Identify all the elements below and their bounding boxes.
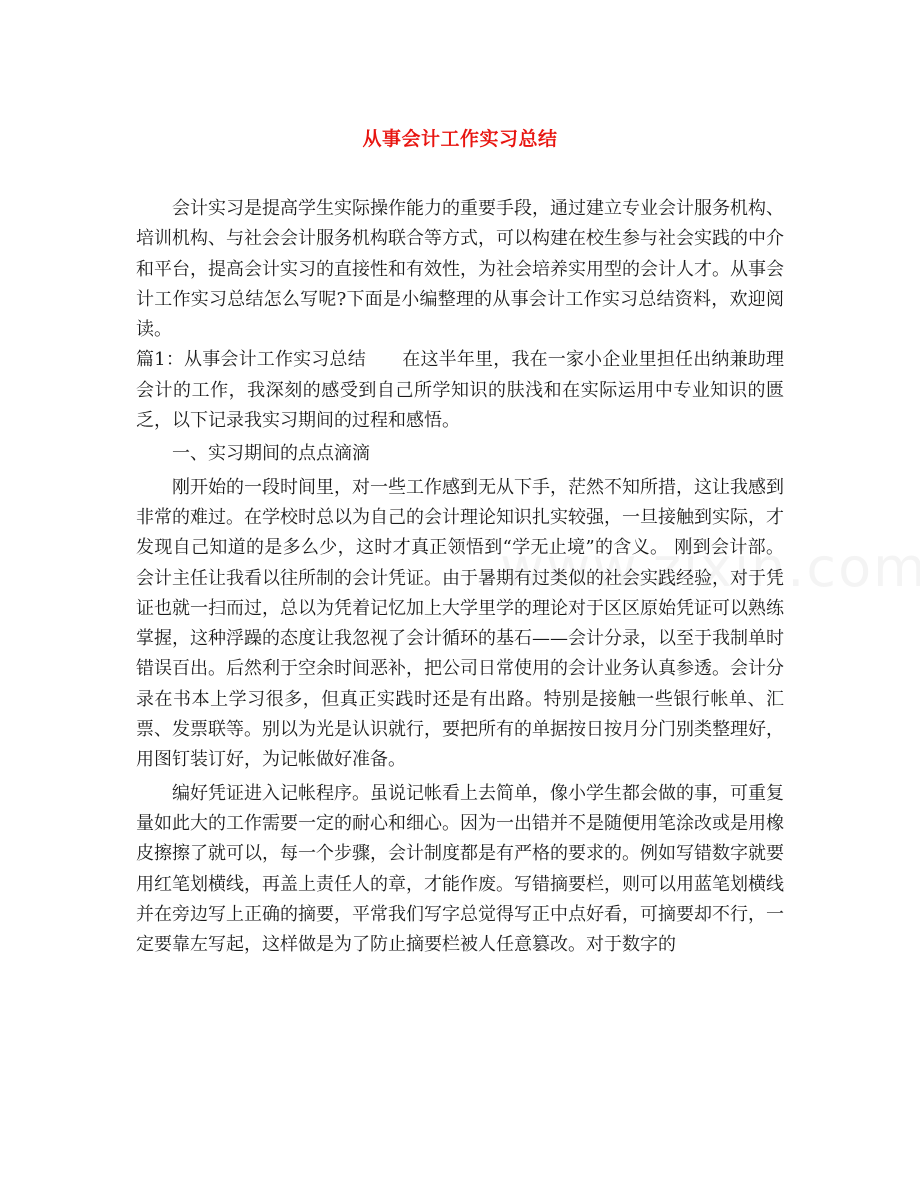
body-paragraph-2: 刚开始的一段时间里，对一些工作感到无从下手，茫然不知所措，这让我感到非常的难过。在学校时总以为自己的会计理论知识扎实较强，一旦接触到实际，才发现自己知道的是多么少，这时才真正领悟到“学无止境”的含义。 刚到会计部。会计主任让我看以往所制的会计凭证。由于暑期有过类似的社会实践经验，对于凭证也就一扫而过，总以为凭着记忆加上大学里学的理论对于区区原始凭证可以熟练掌握，这种浮躁的态度让我忽视了会计循环的基石——会计分录，以至于我制单时错误百出。后然利于空余时间恶补，把公司日常使用的会计业务认真参透。会计分录在书本上学习很多，但真正实践时还是有出路。特别是接触一些银行帐单、汇票、发票联等。别以为光是认识就行，要把所有的单据按日按月分门别类整理好，用图钉装订好，为记帐做好准备。 (136, 476, 784, 771)
document-title: 从事会计工作实习总结 (362, 128, 558, 150)
intro-paragraph: 会计实习是提高学生实际操作能力的重要手段，通过建立专业会计服务机构、培训机构、与社会会计服务机构联合等方式，可以构建在校生参与社会实践的中介和平台，提高会计实习的直接性和有效性，为社会培养实用型的会计人才。从事会计工作实习总结怎么写呢?下面是小编整理的从事会计工作实习总结资料，欢迎阅读。 (136, 198, 784, 341)
body-paragraph-3: 编好凭证进入记帐程序。虽说记帐看上去简单，像小学生都会做的事，可重复量如此大的工作需要一定的耐心和细心。因为一出错并不是随便用笔涂改或是用橡皮擦擦了就可以，每一个步骤，会计制度都是有严格的要求的。例如写错数字就要用红笔划横线，再盖上责任人的章，才能作废。写错摘要栏，则可以用蓝笔划横线并在旁边写上正确的摘要，平常我们写字总觉得写正中点好看，可摘要却不行，一定要靠左写起，这样做是为了防止摘要栏被人任意篡改。对于数字的 (136, 782, 784, 956)
section-paragraph-1: 篇1：从事会计工作实习总结 在这半年里，我在一家小企业里担任出纳兼助理会计的工作，我深刻的感受到自己所学知识的肤浅和在实际运用中专业知识的匮乏，以下记录我实习期间的过程和感悟。 (136, 349, 784, 432)
document-body (136, 194, 784, 960)
section-heading: 一、实习期间的点点滴滴 (172, 443, 370, 465)
